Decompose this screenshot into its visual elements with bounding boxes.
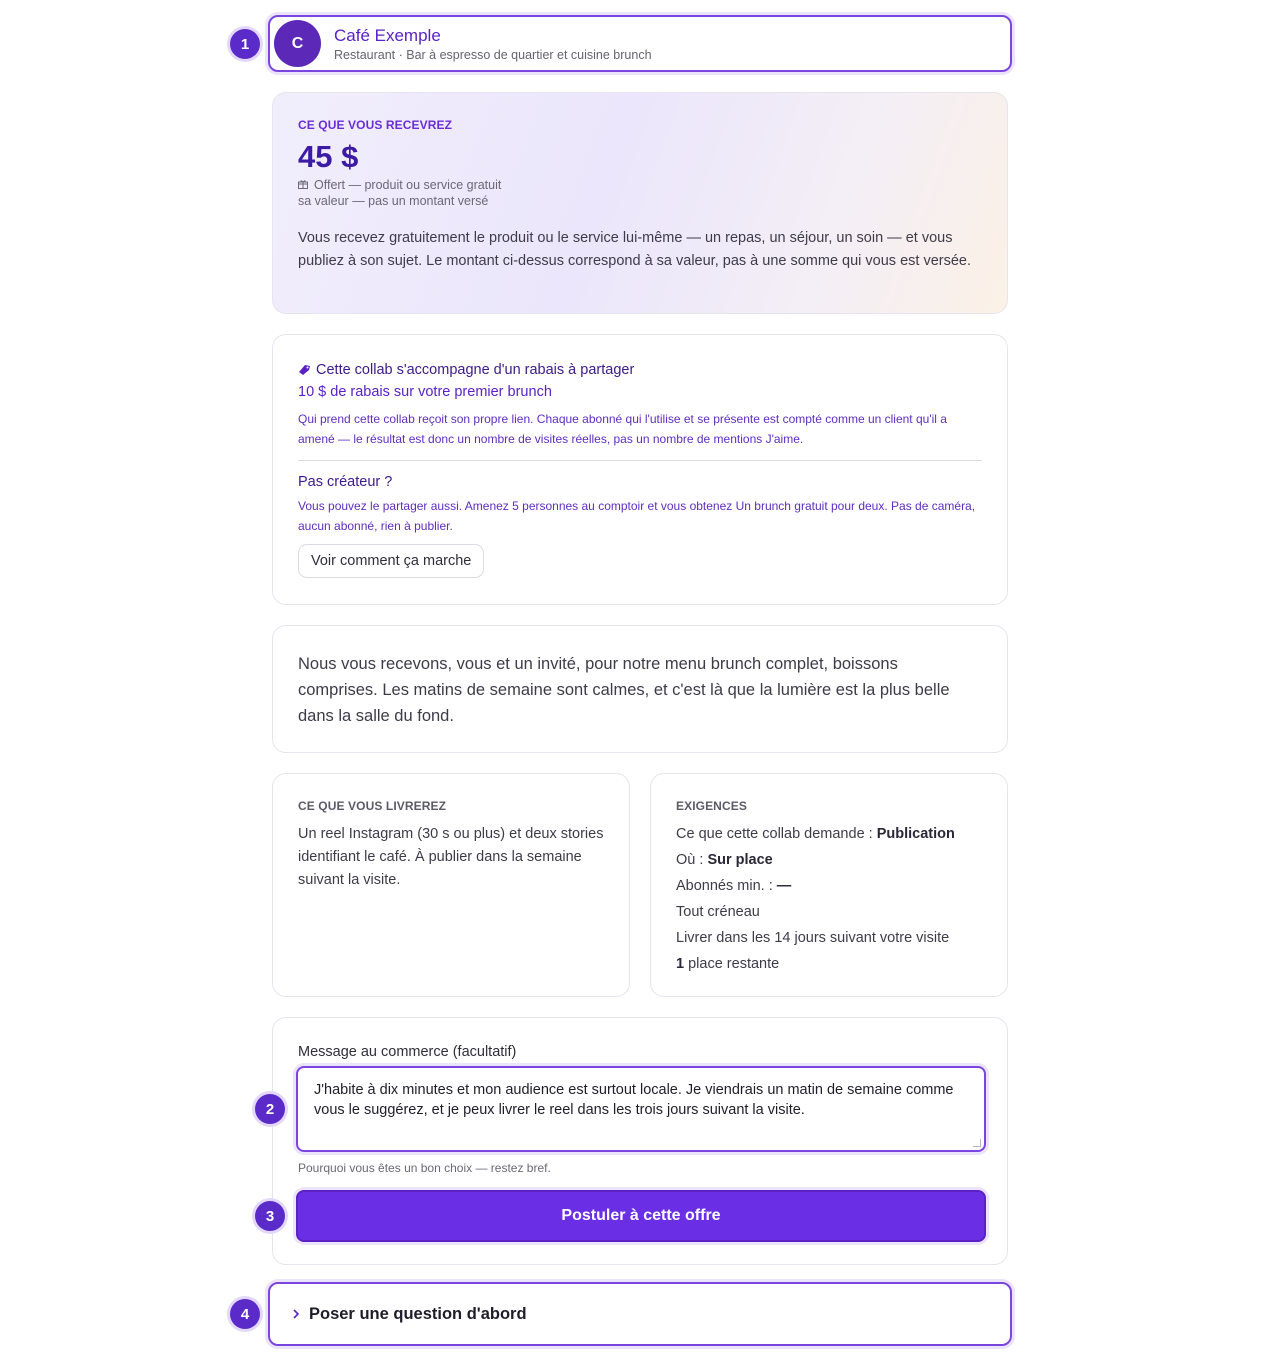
ask-question-toggle[interactable] (268, 1282, 1012, 1346)
business-header[interactable] (268, 15, 1012, 72)
value-eyebrow: CE QUE VOUS RECEVREZ (298, 118, 453, 132)
chevron-right-icon (292, 1306, 300, 1322)
divider (298, 460, 982, 461)
resize-handle-icon[interactable] (973, 1139, 981, 1147)
offer-description-card (272, 625, 1008, 753)
deliverables-text: Un reel Instagram (30 s ou plus) et deux stories identifiant le café. À publier dans la semaine suivant la visite. (298, 826, 604, 888)
discount-title-text: Cette collab s'accompagne d'un rabais à partager (316, 362, 635, 378)
deliverables-card (272, 773, 630, 997)
business-subtitle: Restaurant · Bar à espresso de quartier et cuisine brunch (334, 47, 652, 62)
tag-icon (298, 363, 311, 378)
business-info (334, 26, 652, 62)
message-label: Message au commerce (facultatif) (298, 1044, 517, 1060)
requirement-slot: Tout créneau (676, 904, 760, 920)
callout-4: 4 (230, 1299, 260, 1329)
value-description: Vous recevez gratuitement le produit ou le service lui-même — un repas, un séjour, un soin — et vous publiez à son sujet. Le montant ci-dessus correspond à sa valeur, pas à une somme qui vous est versée. (298, 230, 972, 269)
requirement-where (676, 847, 982, 873)
apply-button[interactable]: Postuler à cette offre (296, 1190, 986, 1242)
non-creator-title: Pas créateur ? (298, 474, 393, 490)
non-creator-info: Vous pouvez le partager aussi. Amenez 5 personnes au comptoir et vous obtenez Un brunch gratuit pour deux. Pas de caméra, aucun abonné, rien à publier. (298, 499, 976, 533)
requirement-followers-label: Abonnés min. : (676, 878, 777, 894)
requirement-followers-value: — (776, 878, 792, 894)
places-count: 1 (676, 956, 685, 972)
business-name: Café Exemple (334, 25, 441, 45)
ask-question-label: Poser une question d'abord (309, 1304, 527, 1323)
requirement-where-value: Sur place (707, 852, 773, 868)
message-text: J'habite à dix minutes et mon audience est surtout locale. Je viendrais un matin de semaine comme vous le suggérez, et je peux livrer le reel dans les trois jours suivant la visite. (314, 1082, 954, 1118)
offer-description: Nous vous recevons, vous et un invité, pour notre menu brunch complet, boissons comprises. Les matins de semaine sont calmes, et c'est là que la lumière est la plus belle dans la salle du fond. (298, 655, 950, 725)
value-note: sa valeur — pas un montant versé (298, 194, 489, 208)
avatar: C (274, 20, 321, 67)
offer-line-text: Offert — produit ou service gratuit (314, 178, 502, 192)
discount-title (298, 362, 982, 378)
requirements-list (676, 821, 982, 977)
requirement-where-label: Où : (676, 852, 708, 868)
offer-line (298, 178, 982, 192)
message-textarea[interactable] (296, 1066, 986, 1152)
requirements-card (650, 773, 1008, 997)
discount-info: Qui prend cette collab reçoit son propre lien. Chaque abonné qui l'utilise et se présente est compté comme un client qu'il a amené — le résultat est donc un nombre de visites réelles, pas un nombre de mentions J'aime. (298, 412, 947, 446)
callout-3: 3 (255, 1201, 285, 1231)
places-label: place restante (684, 956, 780, 972)
requirement-demand (676, 821, 982, 847)
how-it-works-button[interactable]: Voir comment ça marche (298, 544, 484, 578)
gift-icon (298, 179, 308, 192)
requirement-delivery: Livrer dans les 14 jours suivant votre visite (676, 930, 950, 946)
callout-2: 2 (255, 1094, 285, 1124)
value-amount: 45 $ (298, 139, 359, 174)
application-form (272, 1017, 1008, 1265)
requirements-eyebrow: EXIGENCES (676, 799, 747, 813)
deliverables-eyebrow: CE QUE VOUS LIVREREZ (298, 799, 447, 813)
requirement-demand-value: Publication (876, 826, 955, 842)
requirement-demand-label: Ce que cette collab demande : (676, 826, 877, 842)
discount-offer: 10 $ de rabais sur votre premier brunch (298, 384, 552, 400)
discount-card (272, 334, 1008, 605)
value-card (272, 92, 1008, 314)
requirement-followers (676, 873, 982, 899)
callout-1: 1 (230, 29, 260, 59)
message-hint: Pourquoi vous êtes un bon choix — restez bref. (298, 1161, 551, 1175)
requirement-places (676, 951, 982, 977)
